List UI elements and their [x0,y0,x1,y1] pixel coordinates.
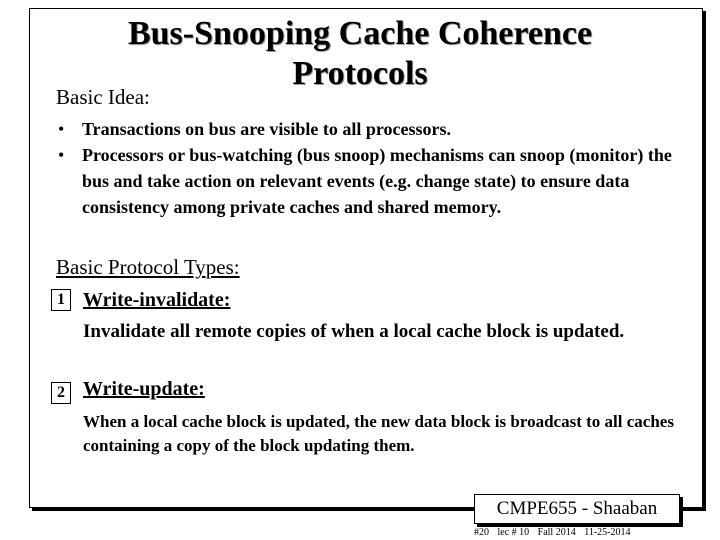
protocol-types-heading: Basic Protocol Types: [56,255,240,279]
date: 11-25-2014 [584,527,631,538]
bullet-text: Processors or bus-watching (bus snoop) mechanisms can snoop (monitor) the bus and take action on relevant events (e.g. change state) to ensure data consistency among private caches and shared memory. [82,145,672,217]
protocol-description-write-invalidate: Invalidate all remote copies of when a local cache block is updated. [83,321,625,342]
protocol-description-write-update: When a local cache block is updated, the new data block is broadcast to all caches containing a copy of the block updating them. [83,412,674,455]
bullet-item [58,142,698,220]
protocol-name-write-update: Write-update: [83,378,205,400]
bullet-icon: • [58,145,65,165]
footer-info [474,527,684,539]
lecture-number: lec # 10 [497,527,530,538]
course-label: CMPE655 - Shaaban [474,494,680,524]
bullet-text: Transactions on bus are visible to all processors. [82,119,452,139]
basic-idea-heading: Basic Idea: [56,85,150,109]
bullet-list [58,116,698,220]
slide-number: #20 [474,527,489,538]
slide-title: Bus-Snooping Cache Coherence Protocols [127,15,593,92]
bullet-item [58,116,698,142]
term: Fall 2014 [537,527,576,538]
protocol-name-write-invalidate: Write-invalidate: [83,289,231,311]
protocol-number-badge: 2 [51,382,71,404]
bullet-icon: • [58,119,65,139]
protocol-number-badge: 1 [51,289,71,311]
